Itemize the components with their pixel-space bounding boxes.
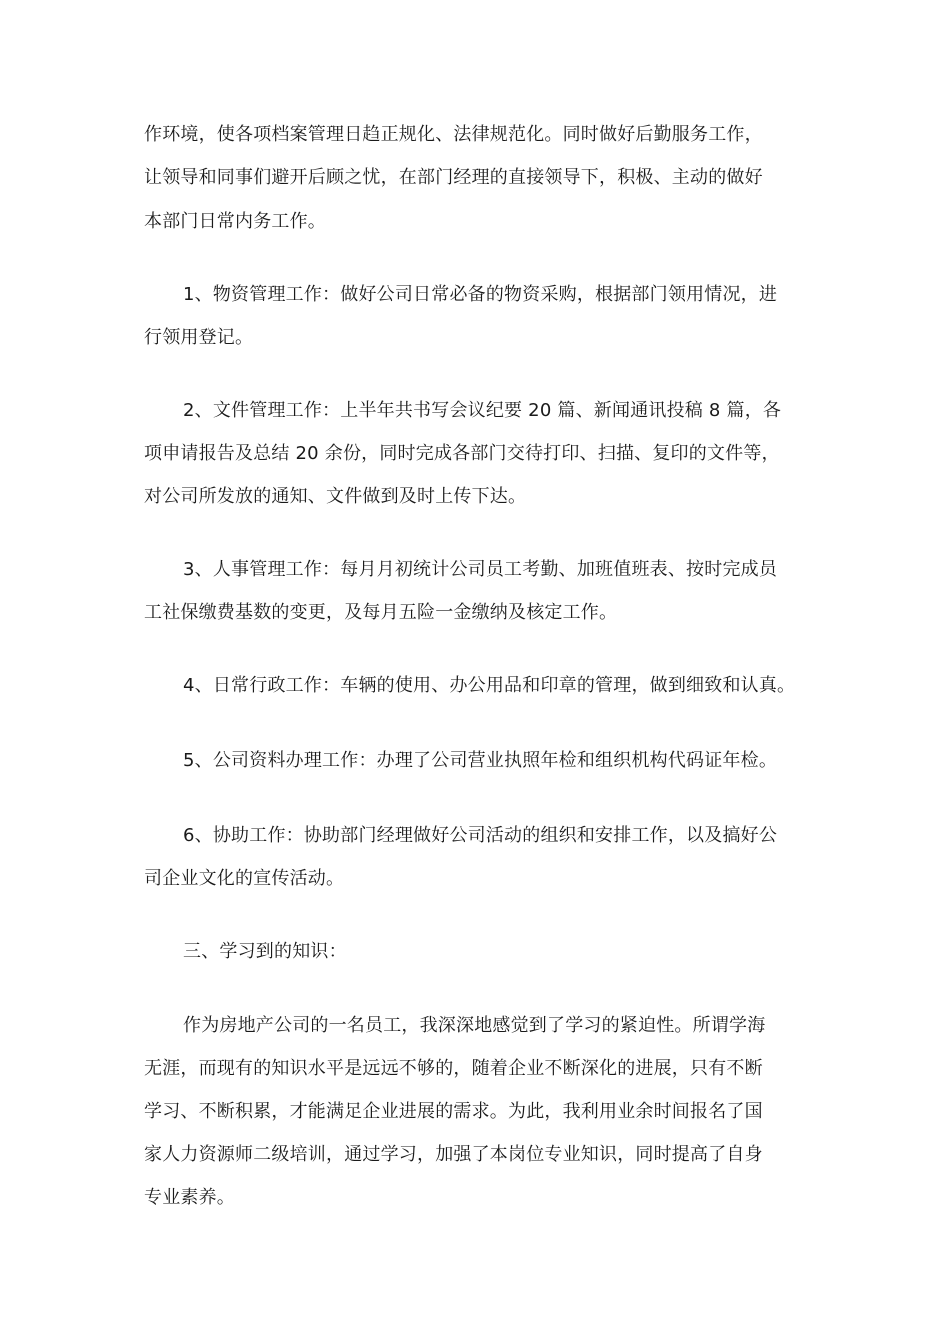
text-line: 5、公司资料办理工作：办理了公司营业执照年检和组织机构代码证年检。 <box>183 750 778 771</box>
text-line: 2、文件管理工作：上半年共书写会议纪要 20 篇、新闻通讯投稿 8 篇，各 <box>183 400 782 421</box>
text-line: 本部门日常内务工作。 <box>144 211 326 232</box>
text-line: 行领用登记。 <box>144 327 254 348</box>
text-line: 项申请报告及总结 20 余份，同时完成各部门交待打印、扫描、复印的文件等， <box>144 443 780 464</box>
section-heading: 三、学习到的知识： <box>183 941 347 962</box>
text-line: 无涯，而现有的知识水平是远远不够的，随着企业不断深化的进展，只有不断 <box>144 1058 763 1079</box>
text-line: 学习、不断积累，才能满足企业进展的需求。为此，我利用业余时间报名了国 <box>144 1101 763 1122</box>
text-line: 作环境，使各项档案管理日趋正规化、法律规范化。同时做好后勤服务工作， <box>144 124 763 145</box>
text-line: 1、物资管理工作：做好公司日常必备的物资采购，根据部门领用情况，进 <box>183 284 778 305</box>
text-line: 3、人事管理工作：每月月初统计公司员工考勤、加班值班表、按时完成员 <box>183 559 778 580</box>
text-line: 4、日常行政工作：车辆的使用、办公用品和印章的管理，做到细致和认真。 <box>183 675 796 696</box>
text-line: 司企业文化的宣传活动。 <box>144 868 345 889</box>
text-line: 作为房地产公司的一名员工，我深深地感觉到了学习的紧迫性。所谓学海 <box>183 1015 766 1036</box>
text-line: 专业素养。 <box>144 1187 235 1208</box>
text-line: 工社保缴费基数的变更，及每月五险一金缴纳及核定工作。 <box>144 602 618 623</box>
text-line: 6、协助工作：协助部门经理做好公司活动的组织和安排工作，以及搞好公 <box>183 825 778 846</box>
text-line: 让领导和同事们避开后顾之忧，在部门经理的直接领导下，积极、主动的做好 <box>144 167 763 188</box>
text-line: 家人力资源师二级培训，通过学习，加强了本岗位专业知识，同时提高了自身 <box>144 1144 763 1165</box>
text-line: 对公司所发放的通知、文件做到及时上传下达。 <box>144 486 527 507</box>
